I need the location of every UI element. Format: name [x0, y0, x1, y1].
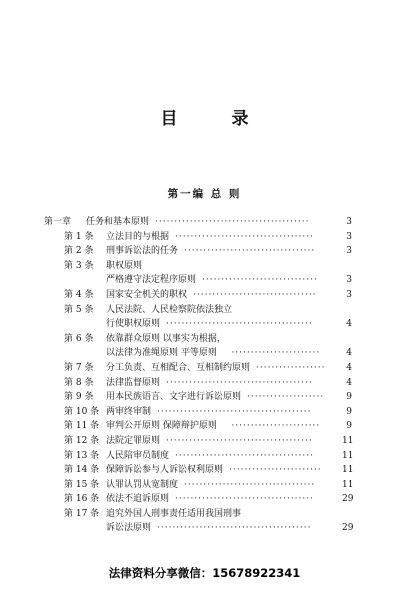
article-label: 第 15 条	[64, 479, 100, 490]
article-label: 第 13 条	[64, 450, 100, 461]
leader-dots: ······································	[166, 377, 313, 388]
article-title: 追究外国人刑事责任适用我国刑事	[106, 508, 242, 519]
footer-note: 法律资料分享微信：15678922341	[108, 566, 301, 580]
leader-dots: ········································	[157, 523, 312, 534]
leader-dots: ····································	[175, 494, 314, 505]
toc-entry-continuation[interactable]	[44, 273, 352, 288]
page-number: 11	[342, 465, 354, 476]
toc-entry-row[interactable]	[44, 449, 352, 464]
article-label: 第 5 条	[64, 304, 94, 315]
leader-dots: ······································	[166, 435, 313, 446]
page-number: 4	[346, 377, 352, 388]
article-title: 严格遵守法定程序原则	[106, 275, 197, 286]
article-title: 行使职权原则	[106, 319, 161, 330]
page-number: 11	[342, 435, 354, 446]
article-title: 人民法院、人民检察院依法独立	[106, 304, 233, 315]
page-number: 11	[342, 450, 354, 461]
article-label: 第 10 条	[64, 406, 100, 417]
article-title: 用本民族语言、文字进行诉讼原则	[106, 392, 242, 403]
page-number: 4	[346, 319, 352, 330]
leader-dots: ·······················	[231, 348, 321, 359]
toc-entry-continuation[interactable]	[44, 521, 352, 536]
article-label: 第 8 条	[64, 377, 94, 388]
page-number: 3	[346, 217, 352, 227]
part-heading: 第一编 总 则	[167, 188, 242, 200]
leader-dots: ········································	[155, 217, 310, 227]
toc-entry-row[interactable]	[44, 288, 352, 303]
toc-entry-row[interactable]	[44, 244, 352, 259]
article-label: 第 1 条	[64, 231, 94, 242]
toc-entry-row[interactable]	[44, 478, 352, 493]
page-number: 11	[342, 479, 354, 490]
article-title: 诉讼法原则	[106, 523, 152, 534]
leader-dots: ·······················	[231, 421, 321, 432]
page-title: 目 录	[160, 109, 273, 129]
page-number: 4	[346, 348, 352, 359]
article-label: 第 16 条	[64, 494, 100, 505]
article-title: 保障诉讼参与人诉讼权利原则	[106, 465, 224, 476]
page-number: 4	[346, 362, 352, 373]
article-title: 人民陪审员制度	[106, 450, 170, 461]
leader-dots: ····································	[175, 231, 314, 242]
article-title: 立法目的与根据	[106, 231, 170, 242]
toc-entry-row[interactable]	[44, 507, 352, 522]
article-title: 以法律为准绳原则 平等原则	[106, 348, 217, 359]
table-of-contents	[44, 215, 352, 536]
article-label: 第 17 条	[64, 508, 100, 519]
article-label: 第 2 条	[64, 246, 94, 257]
article-title: 职权原则	[106, 260, 143, 271]
article-title: 法律监督原则	[106, 377, 161, 388]
toc-entry-row[interactable]	[44, 405, 352, 420]
leader-dots: ··································	[184, 479, 316, 490]
leader-dots: ····················	[247, 392, 325, 403]
toc-entry-row[interactable]	[44, 434, 352, 449]
article-label: 第 12 条	[64, 435, 100, 446]
leader-dots: ····································	[175, 450, 314, 461]
page-number: 3	[346, 246, 352, 257]
page-number: 3	[346, 275, 352, 286]
article-title: 国家安全机关的职权	[106, 289, 188, 300]
article-title: 认罪认罚从宽制度	[106, 479, 179, 490]
article-label: 第 14 条	[64, 465, 100, 476]
chapter-title: 任务和基本原则	[86, 217, 150, 227]
article-title: 刑事诉讼法的任务	[106, 246, 179, 257]
article-label: 第 6 条	[64, 333, 94, 344]
leader-dots: ··················	[256, 362, 326, 373]
article-label: 第 7 条	[64, 362, 94, 373]
page-number: 3	[346, 289, 352, 300]
toc-entry-row[interactable]	[44, 376, 352, 391]
page-number: 29	[342, 494, 354, 505]
article-title: 分工负责、互相配合、互相制约原则	[106, 362, 251, 373]
article-title: 审判公开原则 保障辩护原则	[106, 421, 217, 432]
toc-entry-row[interactable]	[44, 303, 352, 318]
toc-entry-row[interactable]	[44, 419, 352, 434]
leader-dots: ··································	[184, 246, 316, 257]
toc-chapter-row[interactable]	[44, 215, 352, 230]
toc-entry-row[interactable]	[44, 361, 352, 376]
toc-entry-row[interactable]	[44, 332, 352, 347]
page-number: 3	[346, 231, 352, 242]
page-number: 9	[346, 406, 352, 417]
article-label: 第 3 条	[64, 260, 94, 271]
leader-dots: ································	[193, 289, 317, 300]
toc-entry-row[interactable]	[44, 230, 352, 245]
chapter-label: 第一章	[44, 217, 72, 227]
article-label: 第 4 条	[64, 289, 94, 300]
article-title: 两审终审制	[106, 406, 152, 417]
toc-entry-continuation[interactable]	[44, 317, 352, 332]
toc-entry-row[interactable]	[44, 390, 352, 405]
toc-entry-row[interactable]	[44, 463, 352, 478]
toc-entry-row[interactable]	[44, 492, 352, 507]
leader-dots: ······································	[166, 319, 313, 330]
page-number: 9	[346, 421, 352, 432]
leader-dots: ······························	[202, 275, 318, 286]
toc-entry-row[interactable]	[44, 259, 352, 274]
article-label: 第 9 条	[64, 392, 94, 403]
toc-entry-continuation[interactable]	[44, 346, 352, 361]
article-label: 第 11 条	[64, 421, 100, 432]
page-number: 9	[346, 392, 352, 403]
article-title: 法院定罪原则	[106, 435, 161, 446]
page-number: 29	[342, 523, 354, 534]
article-title: 依法不追诉原则	[106, 494, 170, 505]
article-title: 依靠群众原则 以事实为根据，	[106, 333, 226, 344]
leader-dots: ························	[229, 465, 322, 476]
leader-dots: ········································	[157, 406, 312, 417]
